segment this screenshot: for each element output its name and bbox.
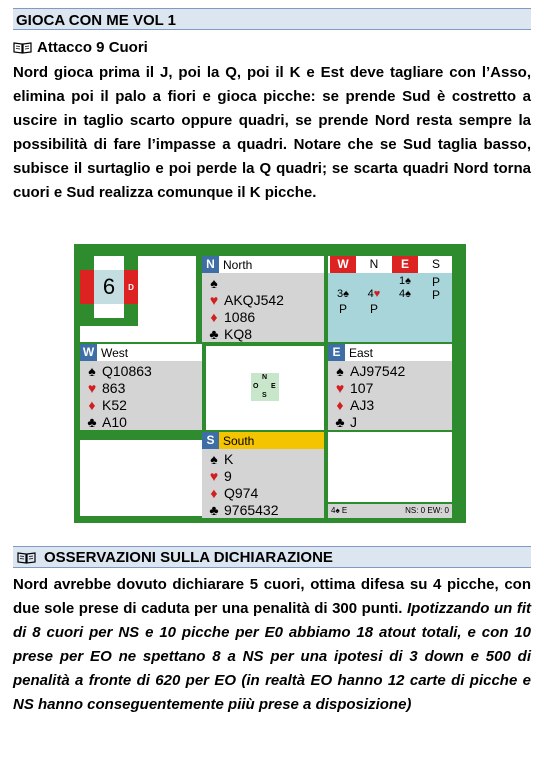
empty-panel	[80, 440, 202, 516]
south-badge: S	[202, 432, 219, 449]
spade-icon: ♠	[210, 451, 218, 467]
auction-bid: P	[431, 275, 440, 289]
west-hand	[80, 344, 202, 430]
auction-header-n: N	[369, 257, 379, 271]
observations-text	[13, 573, 531, 717]
west-badge: W	[80, 344, 97, 361]
diamond-icon: ♦	[210, 485, 218, 501]
heart-icon: ♥	[87, 380, 97, 396]
auction-bid: P	[431, 288, 440, 302]
north-hearts: ♥ AKQJ542	[209, 292, 284, 308]
observations-header	[13, 546, 531, 568]
club-icon: ♣	[209, 326, 219, 342]
contract-status: 4♠ E	[331, 506, 348, 515]
book-icon	[13, 41, 32, 54]
east-name: East	[349, 345, 374, 360]
north-clubs: ♣ KQ8	[209, 326, 253, 342]
board-number: 6	[94, 270, 124, 304]
heart-icon: ♥	[335, 380, 345, 396]
north-badge: N	[202, 256, 219, 273]
north-name: North	[223, 257, 253, 272]
spade-icon: ♠	[210, 275, 218, 291]
observations-title: OSSERVAZIONI SULLA DICHIARAZIONE	[44, 548, 333, 566]
west-spades: ♠ Q10863	[86, 363, 152, 379]
observations-text-italic: Ipotizzando un fit di 8 cuori per NS e 10 picche per E0 abbiamo 18 atout totali, e con 10 prese per EO ne spettano 8 a NS per una ipotesi di 3 down e 500 di penalità a fronte di 620 per EO (in realtà EO hanno 12 carte di picche e NS hanno conseguentemente piiù prese a disposizione)	[13, 600, 531, 713]
south-hearts: ♥ 9	[209, 468, 232, 484]
auction-header-w: W	[330, 256, 356, 273]
auction-header-s: S	[431, 257, 440, 271]
document-header	[13, 8, 531, 30]
auction-panel	[328, 256, 452, 342]
heart-icon: ♥	[209, 468, 219, 484]
diamond-icon: ♦	[336, 397, 344, 413]
auction-bid: 1♠	[399, 275, 411, 287]
north-hand	[202, 256, 324, 342]
play-explanation: Nord gioca prima il J, poi la Q, poi il K e Est deve tagliare con l’Asso, elimina poi il palo a fiori e gioca picche: se prende Sud è costretto a uscire in taglio scarto oppure quadri, se prende Nord resta sempre la possibilità di fare l’impasse a quadri. Notare che se Sud taglia basso, subisce il surtaglio e poi perde la Q quadri; se scarta quadri Nord torna cuori e Sud realizza comunque il K picche.	[13, 64, 531, 201]
auction-bid: P	[369, 302, 378, 316]
east-hand	[328, 344, 452, 430]
north-diamonds: ♦ 1086	[208, 309, 255, 325]
diamond-icon: ♦	[210, 309, 218, 325]
west-diamonds: ♦ K52	[86, 397, 127, 413]
dealer-tag: D	[124, 270, 138, 304]
compass: N O E S	[251, 373, 279, 401]
status-bar	[328, 504, 452, 518]
observations-text-normal: Nord avrebbe dovuto dichiarare 5 cuori, ottima difesa su 4 picche, con due sole prese di caduta per una penalità di 300 punti.	[13, 576, 531, 617]
north-spades	[208, 275, 224, 291]
east-diamonds: ♦ AJ3	[334, 397, 374, 413]
diamond-icon: ♦	[88, 397, 96, 413]
south-spades: ♠ K	[208, 451, 233, 467]
south-name: South	[223, 433, 255, 448]
west-hearts: ♥ 863	[87, 380, 126, 396]
result-panel	[328, 432, 452, 502]
bridge-deal-diagram	[74, 244, 466, 523]
heart-icon: ♥	[209, 292, 219, 308]
auction-header-e: E	[392, 256, 418, 273]
south-hand	[202, 432, 324, 518]
auction-bid: P	[338, 302, 347, 316]
east-clubs: ♣ J	[335, 414, 357, 430]
east-badge: E	[328, 344, 345, 361]
auction-bid: 4♥	[367, 288, 381, 300]
south-diamonds: ♦ Q974	[208, 485, 258, 501]
west-name: West	[101, 345, 129, 360]
opening-lead-line	[13, 39, 148, 56]
club-icon: ♣	[209, 502, 219, 518]
document-title: GIOCA CON ME VOL 1	[16, 12, 177, 29]
opening-lead-text: Attacco 9 Cuori	[37, 39, 148, 56]
auction-bid: 4♠	[399, 288, 411, 300]
book-icon	[17, 551, 36, 564]
club-icon: ♣	[87, 414, 97, 430]
east-spades: ♠ AJ97542	[334, 363, 405, 379]
spade-icon: ♠	[88, 363, 96, 379]
spade-icon: ♠	[336, 363, 344, 379]
club-icon: ♣	[335, 414, 345, 430]
tricks-status: NS: 0 EW: 0	[405, 506, 449, 515]
table-center	[206, 346, 324, 430]
vulnerability-west	[80, 270, 94, 304]
south-clubs: ♣ 9765432	[209, 502, 279, 518]
west-clubs: ♣ A10	[87, 414, 127, 430]
auction-bid: 3♠	[337, 288, 349, 300]
east-hearts: ♥ 107	[335, 380, 374, 396]
